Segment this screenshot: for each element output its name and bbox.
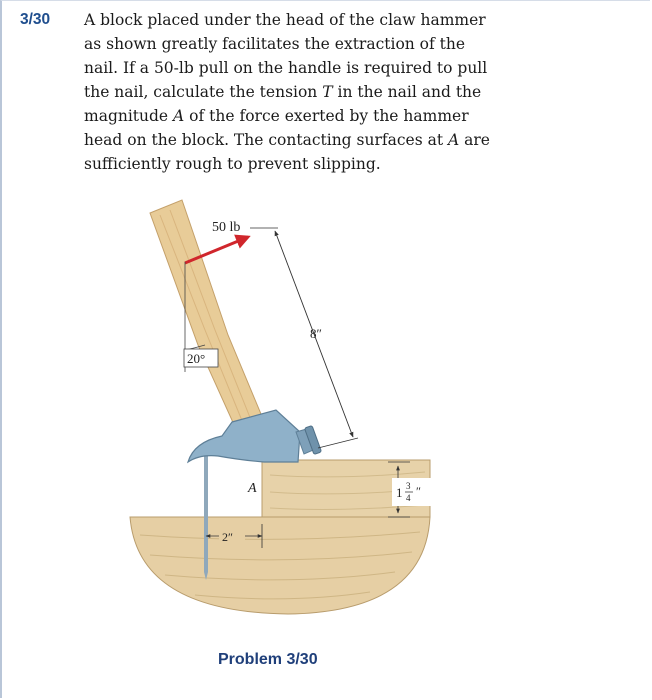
problem-line: nail. If a 50-lb pull on the handle is required to pull (84, 59, 488, 77)
problem-text (84, 8, 540, 176)
hammer-figure (120, 190, 450, 620)
height-denominator: 4 (406, 493, 411, 503)
height-unit: ″ (416, 484, 421, 498)
wood-base (130, 517, 430, 614)
height-whole: 1 (396, 485, 403, 500)
angle-label: 20° (187, 351, 206, 366)
problem-line: magnitude A of the force exerted by the hammer (84, 107, 469, 125)
problem-line: the nail, calculate the tension T in the nail and the (84, 83, 482, 101)
problem-line: head on the block. The contacting surfaces at A are (84, 131, 490, 149)
problem-line: sufficiently rough to prevent slipping. (84, 155, 381, 173)
hammer-handle (150, 200, 266, 438)
problem-line: A block placed under the head of the claw hammer (84, 11, 486, 29)
contact-label: A (248, 481, 257, 496)
length-label: 8″ (310, 326, 322, 341)
problem-line: as shown greatly facilitates the extraction of the (84, 35, 466, 53)
problem-number: 3/30 (20, 11, 51, 28)
figure-caption: Problem 3/30 (218, 651, 318, 668)
problem-statement (20, 8, 540, 176)
force-label: 50 lb (212, 220, 241, 235)
height-numerator: 3 (406, 481, 411, 491)
offset-label: 2″ (222, 530, 233, 544)
